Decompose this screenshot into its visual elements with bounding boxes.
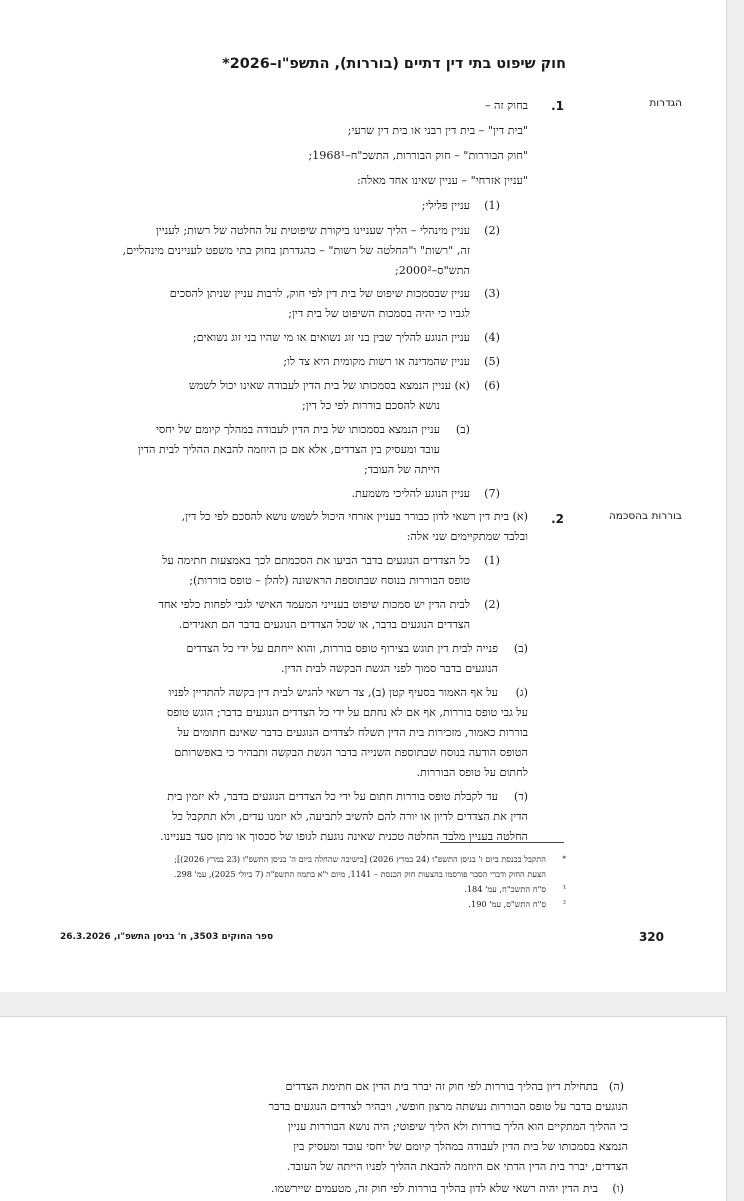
text-line: "חוק הבוררות" – חוק הבוררות, התשכ"ח–1968¹; <box>308 149 528 162</box>
page-footer-publication: ספר החוקים 3503, ח' בניסן התשפ"ו, 26.3.2026 <box>60 932 274 942</box>
item-label: (ב) <box>513 642 528 655</box>
text-line: (א) בית דין רשאי לדון כבורר בעניין אזרחי היכול לשמש נושא להסכם לפי כל דין, <box>181 510 528 523</box>
item-label: (1) <box>484 199 500 212</box>
footnote-text: ס"ח התש"ס, עמ' 190. <box>468 899 546 909</box>
text-line: לחתום על טופס הבוררות. <box>416 766 528 779</box>
text-line: עניין הנוגע להליך שבין בני זוג נשואים או מי שהיו בני זוג נשואים; <box>192 331 470 344</box>
text-line: נושא להסכם בוררות לפי כל דין; <box>302 399 440 412</box>
item-label: (6) <box>484 379 500 392</box>
item-label: (ה) <box>608 1080 624 1093</box>
text-line: עניין שבסמכות שיפוט של בית דין לפי חוק, לרבות עניין שניתן להסכים <box>169 287 470 300</box>
footnote-text: ס"ח התשכ"ח, עמ' 184. <box>464 884 546 894</box>
text-line: בוררות כאמור, מזכירות בית הדין תשלח לצדדים הנוגעים בדבר שאינם חתומים על <box>177 726 528 739</box>
footnote-mark: * <box>562 854 566 863</box>
text-line: הנמצא בסמכותו של בית הדין לעבודה במהלך קיומם של יחסי עובד ומעסיק בין <box>293 1140 628 1153</box>
text-line: ובלבד שמתקיימים שני אלה: <box>406 530 528 543</box>
text-line: הטופס הודעה בנוסח שבתוספת השנייה בדבר הגשת הבקשה ותבהיר כי באפשרותם <box>174 746 528 759</box>
item-label: (7) <box>484 487 500 500</box>
text-line: זה, "רשות" ו"החלטה של רשות" – כהגדרתן בחוק בתי משפט לעניינים מינהליים, <box>122 244 470 257</box>
item-label: (2) <box>484 224 500 237</box>
footnote-mark: ² <box>562 899 566 908</box>
text-line: התש"ס–2000²; <box>394 264 470 277</box>
footnote-text: התקבל בכנסת ביום ו' בניסן התשפ"ו (24 במרץ 2026) [בישיבה שהחלה ביום ה' בניסן התשפ"ו (23 במרץ 2026)]; <box>174 854 546 864</box>
item-label: (3) <box>484 287 500 300</box>
text-line: כל הצדדים הנוגעים בדבר הביעו את הסכמתם לכך באמצעות חתימה על <box>162 554 470 567</box>
item-label: (4) <box>484 331 500 344</box>
text-line: עניין פלילי; <box>421 199 470 212</box>
text-line: בתחילת דיון בהליך בוררות לפי חוק זה יברר בית הדין אם חתימת הצדדים <box>285 1080 598 1093</box>
section-2-number: 2. <box>551 512 564 526</box>
text-line: "עניין אזרחי" – עניין שאינו אחד מאלה: <box>356 174 528 187</box>
footnote-separator <box>440 842 564 843</box>
item-label: (ב) <box>455 423 470 436</box>
footnote-mark: ¹ <box>562 884 566 893</box>
text-line: עד לקבלת טופס בוררות חתום על ידי כל הצדדים הנוגעים בדבר, לא יזמין בית <box>167 790 498 803</box>
text-line: לבית הדין יש סמכות שיפוט בענייני המעמד האישי לגבי לפחות כלפי אחד <box>158 598 470 611</box>
text-line: על גבי טופס בוררות, אף אם לא נחתם על ידי כל הצדדים הנוגעים בדבר; הוגש טופס <box>166 706 528 719</box>
text-line: לגביו כי יהיה בסמכות השיפוט של בית דין; <box>288 307 470 320</box>
section-1-number: 1. <box>551 99 564 113</box>
footnote-text: הצעת החוק ודברי הסבר פורסמו בהצעות חוק הכנסת – 1141, מיום י"א בתמוז התשפ"ה (7 ביולי 2025), עמ' 298. <box>173 869 546 879</box>
text-line: בית הדין יהיה רשאי שלא לדון בהליך בוררות לפי חוק זה, מטעמים שיירשמו. <box>271 1182 598 1195</box>
item-label: (ג) <box>515 686 528 699</box>
text-line: (א) עניין הנמצא בסמכותו של בית הדין לעבודה שאינו יכול לשמש <box>188 379 470 392</box>
text-line: החלטה בעניין מלבד החלטה טכנית שאינה נוגעת לגופו של סכסוך או מתן סעד בעניינו. <box>160 830 528 843</box>
text-line: עניין הנוגע להליכי משמעת. <box>351 487 470 500</box>
text-line: על אף האמור בסעיף קטן (ב), צד רשאי להגיש לבית דין בקשה להתדיין לפניו <box>168 686 498 699</box>
text-line: הנוגעים בדבר סמוך לפני הגשת הבקשה לבית הדין. <box>280 662 498 675</box>
text-line: עניין שהמדינה או רשות מקומית היא צד לו; <box>283 355 470 368</box>
item-label: (ד) <box>513 790 528 803</box>
item-label: (ו) <box>612 1182 624 1195</box>
page-number: 320 <box>638 930 664 944</box>
law-title: חוק שיפוט בתי דין דתיים (בוררות), התשפ"ו–2026* <box>222 56 566 72</box>
text-line: "בית דין" – בית דין רבני או בית דין שרעי; <box>347 124 528 137</box>
text-line: הנוגעים בדבר על טופס הבוררות נעשתה מרצון חופשי, ויבהיר לצדדים הנוגעים בדבר <box>268 1100 628 1113</box>
text-line: עובד ומעסיק בין הצדדים, אלא אם כן היוזמה להבאת ההליך לבית הדין <box>137 443 440 456</box>
margin-note-arbitration: בוררות בהסכמה <box>608 510 682 522</box>
text-line: הצדדים הנוגעים בדבר, או שכל הצדדים הנוגעים בדבר הם תאגידים. <box>178 618 470 631</box>
text-line: עניין הנמצא בסמכותו של בית הדין לעבודה במהלך קיומם של יחסי <box>155 423 440 436</box>
text-line: הצדדים, יברר בית הדין הדתי אם היוזמה להבאת ההליך לפניו הייתה של העובד. <box>286 1160 628 1173</box>
text-line: הייתה של העובד; <box>364 463 440 476</box>
text-line: בחוק זה – <box>484 99 528 112</box>
item-label: (1) <box>484 554 500 567</box>
text-line: עניין מינהלי – הליך שעניינו ביקורת שיפוטית על החלטה של רשות; לעניין <box>155 224 470 237</box>
item-label: (5) <box>484 355 500 368</box>
margin-note-definitions: הגדרות <box>649 97 682 109</box>
item-label: (2) <box>484 598 500 611</box>
text-line: הדין את הצדדים לדיון או יורה להם להשיב לתביעה, לא יזמנו עדים, ולא תתקבל כל <box>172 810 528 823</box>
text-line: פנייה לבית דין תוגש בצירוף טופס בוררות, והוא ייחתם על ידי כל הצדדים <box>186 642 498 655</box>
law-page-next <box>0 1016 727 1201</box>
text-line: טופס הבוררות בנוסח שבתוספת הראשונה (להלן – טופס בוררות); <box>189 574 470 587</box>
text-line: כי ההליך המתקיים הוא הליך בוררות ולא הליך שיפוטי; היה נושא הבוררות עניין <box>287 1120 628 1133</box>
